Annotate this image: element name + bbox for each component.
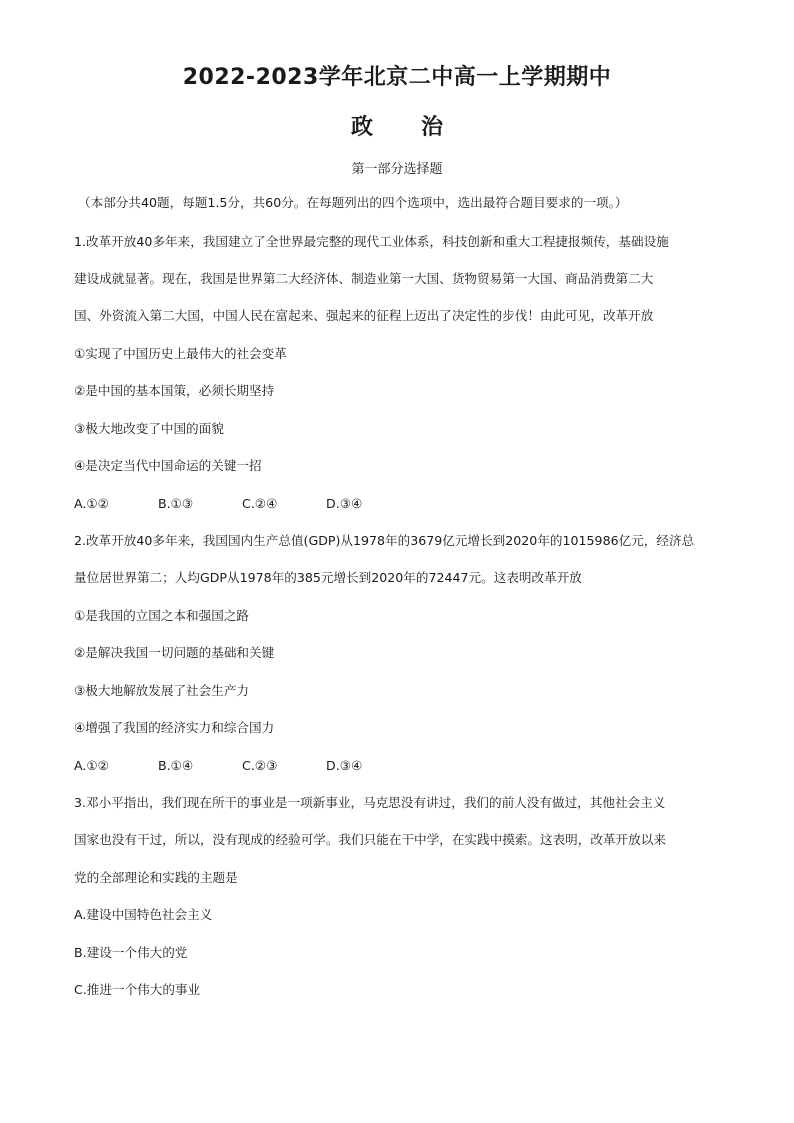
q3-stem-line-2: 国家也没有干过，所以，没有现成的经验可学。我们只能在干中学，在实践中摸索。这表明，改革开放以来: [74, 832, 666, 847]
subject-title: 政治: [350, 115, 491, 140]
q1-option-c[interactable]: C.②④: [242, 496, 278, 511]
q1-statement-1: ①实现了中国历史上最伟大的社会变革: [74, 346, 287, 361]
q2-stem-line-1: 2.改革开放40多年来，我国国内生产总值(GDP)从1978年的3679亿元增长到2020年的1015986亿元，经济总: [74, 533, 695, 548]
q1-stem-line-3: 国、外资流入第二大国，中国人民在富起来、强起来的征程上迈出了决定性的步伐！由此可见，改革开放: [74, 308, 654, 323]
q3-stem-line-1: 3.邓小平指出，我们现在所干的事业是一项新事业，马克思没有讲过，我们的前人没有做过，其他社会主义: [74, 795, 666, 810]
q1-statement-2: ②是中国的基本国策，必须长期坚持: [74, 383, 275, 398]
q1-stem-line-2: 建设成就显著。现在，我国是世界第二大经济体、制造业第一大国、货物贸易第一大国、商品消费第二大: [74, 271, 654, 286]
section-heading: 第一部分选择题: [351, 162, 443, 177]
q1-statement-4: ④是决定当代中国命运的关键一招: [74, 458, 262, 473]
q2-options: [74, 757, 410, 775]
q2-option-d[interactable]: D.③④: [326, 758, 363, 773]
q3-choice-c[interactable]: C.推进一个伟大的事业: [74, 982, 201, 997]
q1-options: [74, 495, 410, 513]
q1-option-d[interactable]: D.③④: [326, 496, 363, 511]
q2-statement-2: ②是解决我国一切问题的基础和关键: [74, 645, 275, 660]
q2-option-c[interactable]: C.②③: [242, 758, 278, 773]
instructions: （本部分共40题，每题1.5分，共60分。在每题列出的四个选项中，选出最符合题目要求的一项。）: [78, 195, 628, 210]
document-title: 2022-2023学年北京二中高一上学期期中: [182, 65, 612, 90]
q2-option-a[interactable]: A.①②: [74, 758, 109, 773]
q3-choice-b[interactable]: B.建设一个伟大的党: [74, 945, 188, 960]
q3-choice-a[interactable]: A.建设中国特色社会主义: [74, 907, 213, 922]
q1-statement-3: ③极大地改变了中国的面貌: [74, 421, 224, 436]
q1-stem-line-1: 1.改革开放40多年来，我国建立了全世界最完整的现代工业体系，科技创新和重大工程捷报频传，基础设施: [74, 234, 669, 249]
q1-option-b[interactable]: B.①③: [158, 496, 194, 511]
q2-stem-line-2: 量位居世界第二；人均GDP从1978年的385元增长到2020年的72447元。这表明改革开放: [74, 570, 582, 585]
q1-option-a[interactable]: A.①②: [74, 496, 109, 511]
q3-stem-line-3: 党的全部理论和实践的主题是: [74, 870, 238, 885]
q2-option-b[interactable]: B.①④: [158, 758, 194, 773]
q2-statement-4: ④增强了我国的经济实力和综合国力: [74, 720, 275, 735]
q2-statement-3: ③极大地解放发展了社会生产力: [74, 683, 250, 698]
q2-statement-1: ①是我国的立国之本和强国之路: [74, 608, 250, 623]
